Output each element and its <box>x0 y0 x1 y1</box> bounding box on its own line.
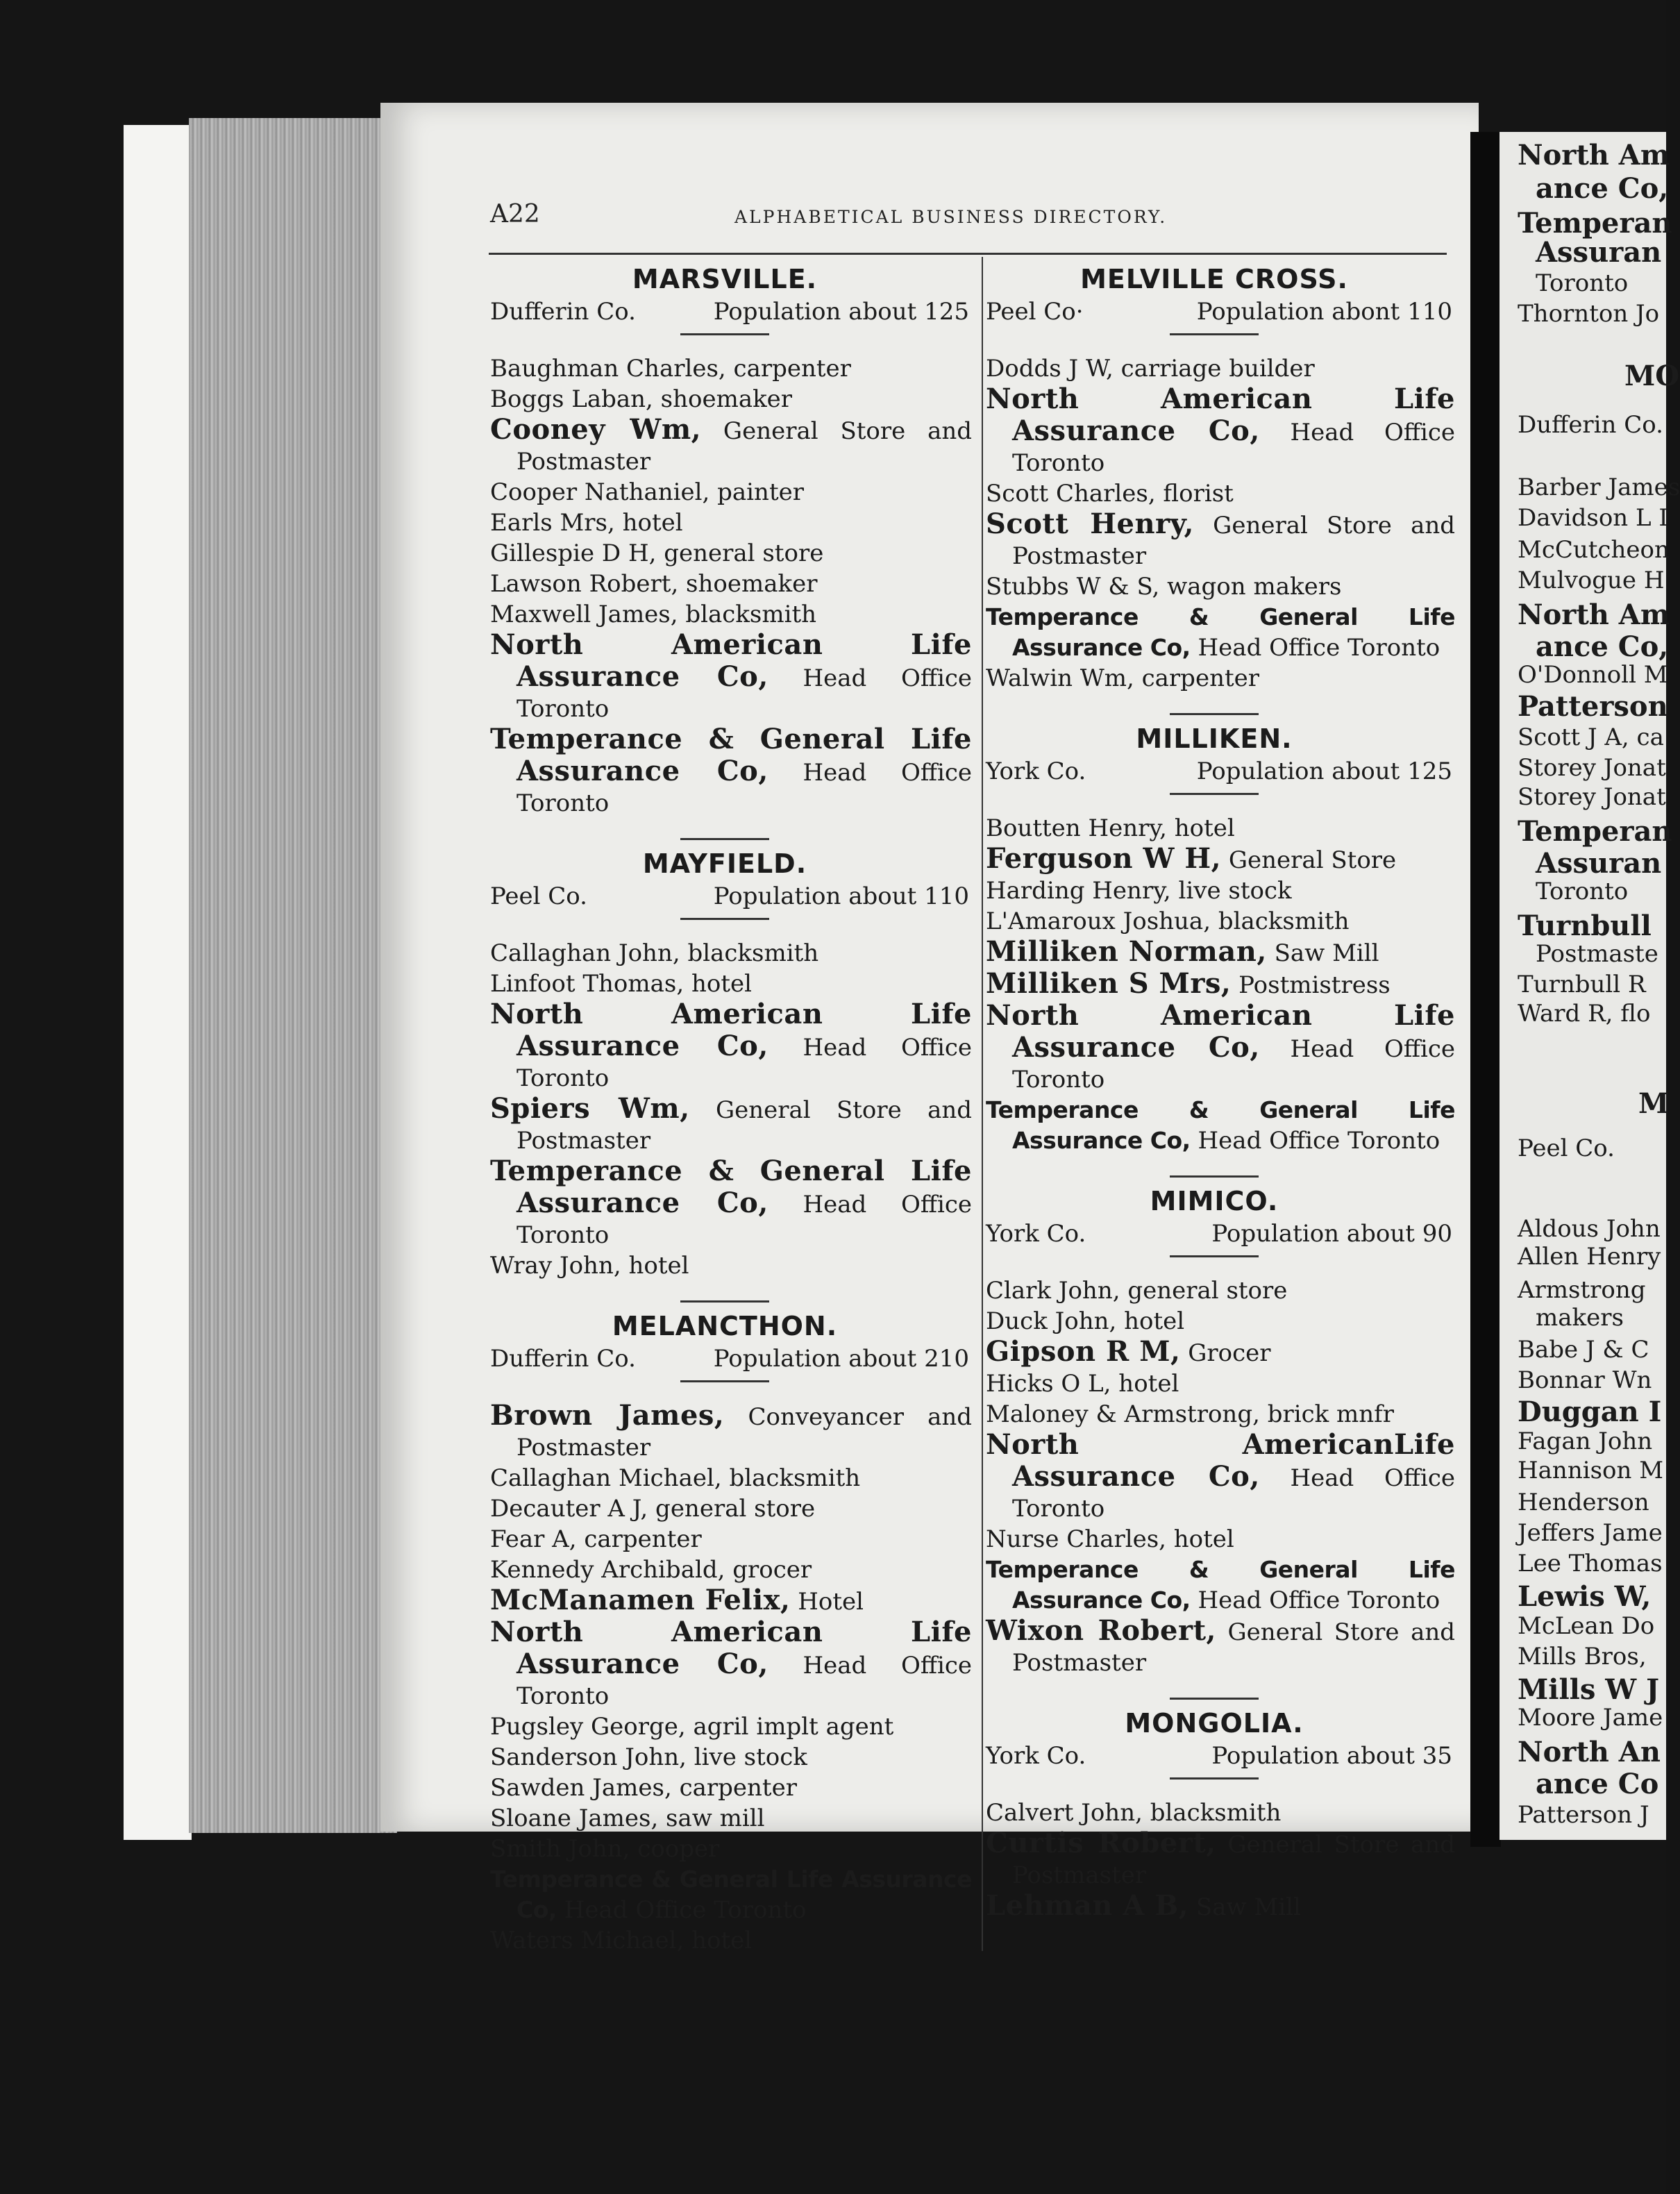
directory-entry <box>478 999 972 1094</box>
directory-entry <box>973 353 1455 384</box>
facing-page-text: Temperan <box>1518 207 1672 240</box>
facing-page-text: North Am <box>1518 139 1670 171</box>
entry-detail: Saw Mill <box>1195 1893 1301 1921</box>
directory-entry <box>478 1156 972 1250</box>
entry-detail: Head Office Toronto <box>564 1896 807 1924</box>
entry-detail: General Store <box>1228 846 1397 874</box>
directory-entry <box>478 724 972 819</box>
directory-entry <box>478 1834 972 1864</box>
directory-entry <box>478 1524 972 1555</box>
directory-entry <box>973 937 1455 969</box>
section-rule <box>680 1300 769 1303</box>
entry-detail: Walwin Wm, carpenter <box>986 664 1260 692</box>
entry-detail: Maxwell James, blacksmith <box>490 601 817 628</box>
facing-page-text: MO <box>1624 360 1680 392</box>
entry-name: Gipson R M, <box>986 1335 1181 1368</box>
entry-detail: Wray John, hotel <box>490 1252 689 1280</box>
town-name: MELVILLE CROSS. <box>1080 264 1348 294</box>
directory-entry <box>478 630 972 724</box>
directory-entry <box>973 478 1455 509</box>
entry-detail: Hotel <box>798 1588 864 1616</box>
directory-entry <box>973 384 1455 478</box>
entry-detail: L'Amaroux Joshua, blacksmith <box>986 907 1350 935</box>
entry-name: North American Life Assurance Co, <box>490 628 972 693</box>
facing-page-text: Lee Thomas <box>1518 1550 1663 1577</box>
entry-detail: Maloney & Armstrong, brick mnfr <box>986 1400 1395 1428</box>
population: Population about 110 <box>713 882 969 910</box>
directory-entry <box>973 813 1455 844</box>
entry-name: Curtis Robert, <box>986 1827 1216 1859</box>
population: Population about 125 <box>713 298 969 326</box>
directory-entry <box>973 571 1455 602</box>
directory-entry <box>973 1828 1455 1891</box>
short-rule <box>1170 793 1259 795</box>
county-line <box>478 296 972 328</box>
facing-page-text: Davidson L I <box>1518 504 1668 532</box>
facing-page-text: North An <box>1518 1736 1661 1768</box>
directory-entry <box>478 1711 972 1742</box>
entry-name: Temperance & General Life Assurance Co, <box>986 1096 1455 1154</box>
entry-detail: Grocer <box>1188 1339 1271 1367</box>
facing-page-text: Bonnar Wn <box>1518 1366 1652 1394</box>
facing-page-text: O'Donnoll M <box>1518 661 1668 689</box>
entry-detail: Cooper Nathaniel, painter <box>490 478 804 506</box>
entry-name: Wixon Robert, <box>986 1614 1216 1647</box>
directory-entry <box>973 1399 1455 1430</box>
entry-detail: Head Office Toronto <box>1012 1464 1456 1523</box>
facing-page-fragment <box>1500 132 1680 1840</box>
entry-detail: Lawson Robert, shoemaker <box>490 570 818 598</box>
entry-name: North American Life Assurance Co, <box>986 383 1455 447</box>
directory-entry <box>973 906 1455 937</box>
directory-entry <box>478 1585 972 1617</box>
entry-detail: Pugsley George, agril implt agent <box>490 1713 894 1741</box>
population: Population about 125 <box>1196 757 1452 785</box>
directory-entry <box>478 1400 972 1463</box>
entry-detail: Conveyancer and Postmaster <box>516 1403 972 1462</box>
header-rule <box>489 253 1447 255</box>
middle-column <box>973 256 1455 1923</box>
county-line <box>478 1343 972 1375</box>
entry-name: Milliken S Mrs, <box>986 967 1232 1000</box>
town-name: MELANCTHON. <box>612 1311 838 1341</box>
left-column <box>478 256 972 1956</box>
entry-detail: Scott Charles, florist <box>986 480 1234 508</box>
population: Population about 35 <box>1211 1742 1452 1770</box>
facing-page-text: Barber James <box>1518 474 1680 501</box>
facing-page-text: Mulvogue H <box>1518 567 1665 594</box>
directory-entry <box>478 1803 972 1834</box>
entry-name: North AmericanLife Assurance Co, <box>986 1428 1455 1493</box>
entry-detail: General Store and Postmaster <box>1012 1831 1455 1889</box>
entry-name: North American Life Assurance Co, <box>490 998 972 1062</box>
short-rule <box>680 918 769 920</box>
entry-detail: Clark John, general store <box>986 1277 1288 1305</box>
entry-detail: Fear A, carpenter <box>490 1525 702 1553</box>
facing-page-text: Postmaste <box>1536 940 1658 968</box>
entry-detail: Sawden James, carpenter <box>490 1774 797 1802</box>
county-name: York Co. <box>986 1220 1086 1248</box>
entry-detail: Head Office Toronto <box>1198 1586 1440 1614</box>
directory-entry <box>478 1094 972 1156</box>
county-line <box>973 1740 1455 1772</box>
facing-page-text: Thornton Jo <box>1518 300 1660 328</box>
facing-page-text: ance Co, <box>1536 630 1669 663</box>
directory-entry <box>478 1493 972 1524</box>
county-name: Peel Co· <box>986 298 1084 326</box>
page-edge-stack <box>189 118 397 1833</box>
short-rule <box>680 333 769 335</box>
entry-name: Lehman A B, <box>986 1889 1189 1922</box>
running-head: ALPHABETICAL BUSINESS DIRECTORY. <box>734 207 1168 227</box>
entry-name: Milliken Norman, <box>986 935 1267 968</box>
facing-page-text: Peel Co. <box>1518 1134 1615 1162</box>
directory-entry <box>478 969 972 999</box>
entry-detail: Smith John, cooper <box>490 1835 720 1863</box>
entry-detail: Saw Mill <box>1274 939 1379 967</box>
directory-entry <box>478 384 972 414</box>
town-name: MILLIKEN. <box>1136 723 1293 754</box>
directory-entry <box>478 1250 972 1281</box>
directory-entry <box>973 1555 1455 1616</box>
short-rule <box>1170 1777 1259 1780</box>
entry-detail: Dodds J W, carriage builder <box>986 355 1315 383</box>
entry-detail: Callaghan John, blacksmith <box>490 939 819 967</box>
entry-detail: Duck John, hotel <box>986 1307 1185 1335</box>
entry-detail: Harding Henry, live stock <box>986 877 1292 905</box>
town-name: MAYFIELD. <box>642 848 807 879</box>
facing-page-text: Moore Jame <box>1518 1704 1663 1732</box>
directory-entry <box>973 876 1455 906</box>
entry-detail: General Store and Postmaster <box>1012 1618 1455 1677</box>
entry-name: North American Life Assurance Co, <box>490 1616 972 1680</box>
directory-entry <box>973 509 1455 571</box>
entry-detail: General Store and Postmaster <box>1012 512 1455 570</box>
entry-detail: Head Office Toronto <box>1198 1127 1440 1155</box>
entry-name: Brown James, <box>490 1399 725 1432</box>
directory-entry <box>973 1095 1455 1156</box>
entry-detail: Head Office Toronto <box>1198 634 1440 662</box>
entry-detail: Stubbs W & S, wagon makers <box>986 573 1342 601</box>
directory-entry <box>973 1430 1455 1524</box>
directory-entry <box>973 1275 1455 1306</box>
page-number: A22 <box>490 200 540 228</box>
entry-name: Temperance & General Life Assurance Co, <box>986 603 1455 661</box>
county-line <box>973 296 1455 328</box>
facing-page-text: Turnbull R <box>1518 971 1646 998</box>
facing-page-text: Ward R, flo <box>1518 1000 1651 1028</box>
entry-detail: General Store and Postmaster <box>516 1096 972 1155</box>
entry-name: Scott Henry, <box>986 508 1194 540</box>
population: Population about 210 <box>713 1345 969 1373</box>
directory-entry <box>478 569 972 599</box>
county-line <box>478 880 972 912</box>
short-rule <box>1170 1255 1259 1257</box>
facing-page-text: Assuran <box>1536 847 1662 880</box>
facing-page-text: Storey Jonat <box>1518 754 1666 782</box>
facing-page-text: Hannison M <box>1518 1457 1664 1484</box>
short-rule <box>1170 333 1259 335</box>
entry-name: Cooney Wm, <box>490 413 702 446</box>
entry-detail: Linfoot Thomas, hotel <box>490 970 752 998</box>
entry-detail: Postmistress <box>1238 971 1391 999</box>
facing-page-text: M <box>1638 1087 1670 1120</box>
entry-detail: Head Office Toronto <box>516 1191 973 1249</box>
facing-page-text: Aldous John <box>1518 1215 1661 1243</box>
facing-page-text: Assuran <box>1536 236 1662 269</box>
directory-entry <box>973 1524 1455 1555</box>
entry-detail: Nurse Charles, hotel <box>986 1525 1234 1553</box>
town-name: MONGOLIA. <box>1125 1708 1304 1739</box>
entry-detail: Sloane James, saw mill <box>490 1804 765 1832</box>
entry-name: Temperance & General Life Assurance Co, <box>490 723 972 787</box>
directory-entry <box>973 844 1455 876</box>
entry-detail: General Store and Postmaster <box>516 417 972 476</box>
entry-detail: Decauter A J, general store <box>490 1495 816 1523</box>
directory-entry <box>973 1306 1455 1337</box>
facing-page-text: Temperan <box>1518 815 1672 848</box>
directory-entry <box>973 1891 1455 1923</box>
directory-entry <box>478 1555 972 1585</box>
directory-entry <box>478 599 972 630</box>
facing-page-text: Lewis W, <box>1518 1580 1652 1613</box>
directory-entry <box>973 969 1455 1000</box>
facing-page-text: makers <box>1536 1304 1624 1332</box>
county-name: Dufferin Co. <box>490 298 636 326</box>
directory-entry <box>478 414 972 477</box>
facing-page-text: Mills Bros, <box>1518 1643 1647 1670</box>
entry-detail: Waters Michael, hotel <box>490 1927 753 1954</box>
entry-name: McManamen Felix, <box>490 1584 791 1616</box>
facing-page-text: Fagan John <box>1518 1427 1653 1455</box>
entry-detail: Head Office Toronto <box>1012 1035 1456 1094</box>
directory-entry <box>973 1798 1455 1828</box>
entry-detail: Earls Mrs, hotel <box>490 509 683 537</box>
facing-page-text: McLean Do <box>1518 1612 1655 1640</box>
facing-page-text: Henderson <box>1518 1489 1649 1516</box>
town-name: MIMICO. <box>1150 1186 1279 1216</box>
county-name: York Co. <box>986 757 1086 785</box>
entry-detail: Head Office Toronto <box>516 1034 973 1092</box>
facing-page-text: Dufferin Co. <box>1518 411 1663 439</box>
directory-entry <box>973 1368 1455 1399</box>
directory-entry <box>478 477 972 508</box>
facing-page-text: Duggan I <box>1518 1396 1662 1428</box>
facing-page-text: Toronto <box>1536 878 1629 905</box>
directory-entry <box>973 663 1455 694</box>
entry-detail: Sanderson John, live stock <box>490 1743 807 1771</box>
entry-name: Temperance & General Life Assurance Co, <box>490 1155 972 1219</box>
facing-page-text: Scott J A, ca <box>1518 723 1664 751</box>
facing-page-text: Allen Henry <box>1518 1243 1661 1271</box>
book-gutter <box>1470 132 1501 1847</box>
entry-name: Temperance & General Life Assurance Co, <box>490 1866 972 1923</box>
entry-detail: Head Office Toronto <box>1012 419 1456 477</box>
section-rule <box>680 838 769 840</box>
county-line <box>973 1218 1455 1250</box>
section-rule <box>1170 1698 1259 1700</box>
population: Population abont 110 <box>1196 298 1452 326</box>
entry-detail: Kennedy Archibald, grocer <box>490 1556 812 1584</box>
facing-page-text: Babe J & C <box>1518 1336 1649 1364</box>
facing-page-text: McCutcheon <box>1518 536 1670 564</box>
directory-entry <box>478 1617 972 1711</box>
entry-name: Ferguson W H, <box>986 842 1222 875</box>
directory-entry <box>478 938 972 969</box>
entry-name: Spiers Wm, <box>490 1092 690 1125</box>
facing-page-text: ance Co, <box>1536 172 1669 205</box>
short-rule <box>680 1380 769 1382</box>
entry-detail: Hicks O L, hotel <box>986 1370 1179 1398</box>
population: Population about 90 <box>1211 1220 1452 1248</box>
directory-entry <box>973 1616 1455 1678</box>
facing-page-text: Jeffers Jame <box>1518 1519 1663 1547</box>
town-name: MARSVILLE. <box>632 264 818 294</box>
directory-entry <box>478 1773 972 1803</box>
facing-page-text: ance Co <box>1536 1768 1659 1800</box>
facing-page-text: North Am <box>1518 598 1670 631</box>
entry-detail: Head Office Toronto <box>516 1652 973 1710</box>
facing-page-text: Mills W J <box>1518 1673 1660 1706</box>
entry-detail: Baughman Charles, carpenter <box>490 355 851 383</box>
facing-page-text: Storey Jonat <box>1518 783 1666 811</box>
county-name: York Co. <box>986 1742 1086 1770</box>
facing-page-text: Armstrong <box>1518 1276 1646 1304</box>
entry-detail: Boutten Henry, hotel <box>986 814 1235 842</box>
directory-entry <box>478 1463 972 1493</box>
entry-detail: Head Office Toronto <box>516 759 973 817</box>
directory-entry <box>478 1925 972 1956</box>
entry-detail: Boggs Laban, shoemaker <box>490 385 793 413</box>
directory-entry <box>973 1000 1455 1095</box>
entry-detail: Gillespie D H, general store <box>490 539 824 567</box>
entry-detail: Calvert John, blacksmith <box>986 1799 1282 1827</box>
section-rule <box>1170 1175 1259 1178</box>
facing-page-text: Patterson J <box>1518 1801 1649 1829</box>
entry-detail: Head Office Toronto <box>516 664 973 723</box>
county-name: Peel Co. <box>490 882 587 910</box>
entry-detail: Callaghan Michael, blacksmith <box>490 1464 861 1492</box>
facing-page-text: Toronto <box>1536 269 1629 297</box>
directory-entry <box>973 1337 1455 1368</box>
facing-page-text: Patterson <box>1518 690 1668 723</box>
directory-entry <box>973 602 1455 663</box>
county-line <box>973 755 1455 787</box>
book-cover-edge <box>124 125 192 1840</box>
entry-name: Temperance & General Life Assurance Co, <box>986 1556 1455 1614</box>
directory-entry <box>478 353 972 384</box>
facing-page-text: Turnbull <box>1518 910 1652 942</box>
directory-entry <box>478 508 972 538</box>
entry-name: North American Life Assurance Co, <box>986 999 1455 1064</box>
section-rule <box>1170 713 1259 715</box>
directory-entry <box>478 1742 972 1773</box>
directory-entry <box>478 538 972 569</box>
directory-entry <box>478 1864 972 1925</box>
county-name: Dufferin Co. <box>490 1345 636 1373</box>
